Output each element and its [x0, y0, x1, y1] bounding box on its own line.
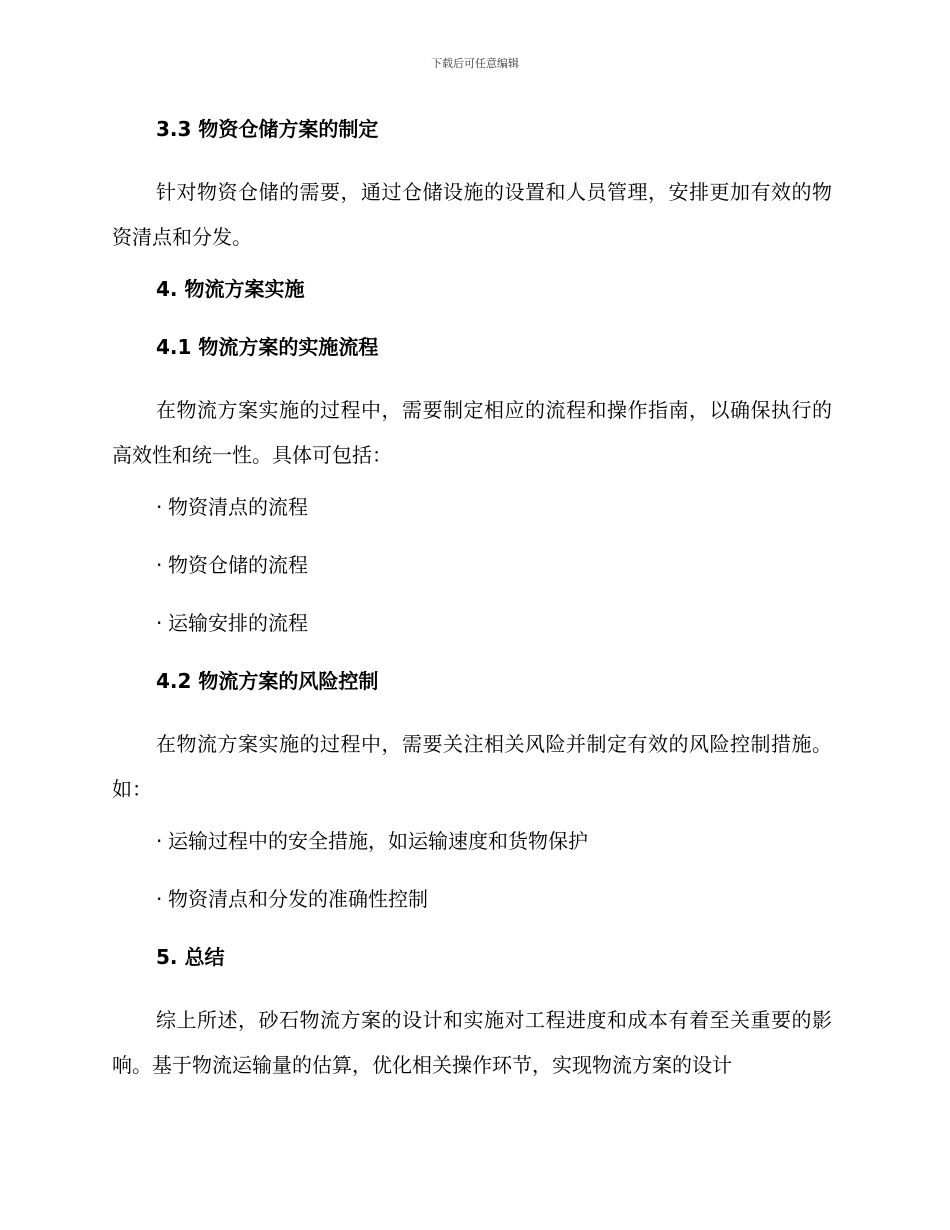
list-item	[112, 882, 832, 916]
list-item	[112, 490, 832, 524]
bullet-symbol: ·	[156, 829, 163, 853]
paragraph-risk-control: 在物流方案实施的过程中，需要关注相关风险并制定有效的风险控制措施。如：	[112, 732, 832, 801]
paragraph-storage-plan: 针对物资仓储的需要，通过仓储设施的设置和人员管理，安排更加有效的物资清点和分发。	[112, 180, 832, 249]
paragraph-summary: 综上所述，砂石物流方案的设计和实施对工程进度和成本有着至关重要的影响。基于物流运输量的估算，优化相关操作环节，实现物流方案的设计	[112, 1008, 832, 1077]
bullet-symbol: ·	[156, 887, 163, 911]
section-heading-4-2: 4.2 物流方案的风险控制	[156, 669, 379, 693]
section-heading-5: 5. 总结	[156, 945, 225, 969]
bullet-symbol: ·	[156, 553, 163, 577]
section-heading-3-3: 3.3 物资仓储方案的制定	[156, 117, 379, 141]
document-body	[112, 112, 832, 1100]
list-item-text: 物资仓储的流程	[168, 553, 308, 577]
section-heading-4: 4. 物流方案实施	[156, 277, 305, 301]
paragraph-implementation-process: 在物流方案实施的过程中，需要制定相应的流程和操作指南，以确保执行的高效性和统一性。具体可包括：	[112, 398, 832, 467]
header-note: 下载后可任意编辑	[431, 57, 519, 70]
section-heading-4-1: 4.1 物流方案的实施流程	[156, 335, 379, 359]
list-item	[112, 606, 832, 640]
bullet-symbol: ·	[156, 495, 163, 519]
list-item	[112, 824, 832, 858]
list-item-text: 运输安排的流程	[168, 611, 308, 635]
list-item-text: 运输过程中的安全措施，如运输速度和货物保护	[168, 829, 588, 853]
list-item-text: 物资清点的流程	[168, 495, 308, 519]
list-item-text: 物资清点和分发的准确性控制	[168, 887, 428, 911]
bullet-symbol: ·	[156, 611, 163, 635]
list-item	[112, 548, 832, 582]
